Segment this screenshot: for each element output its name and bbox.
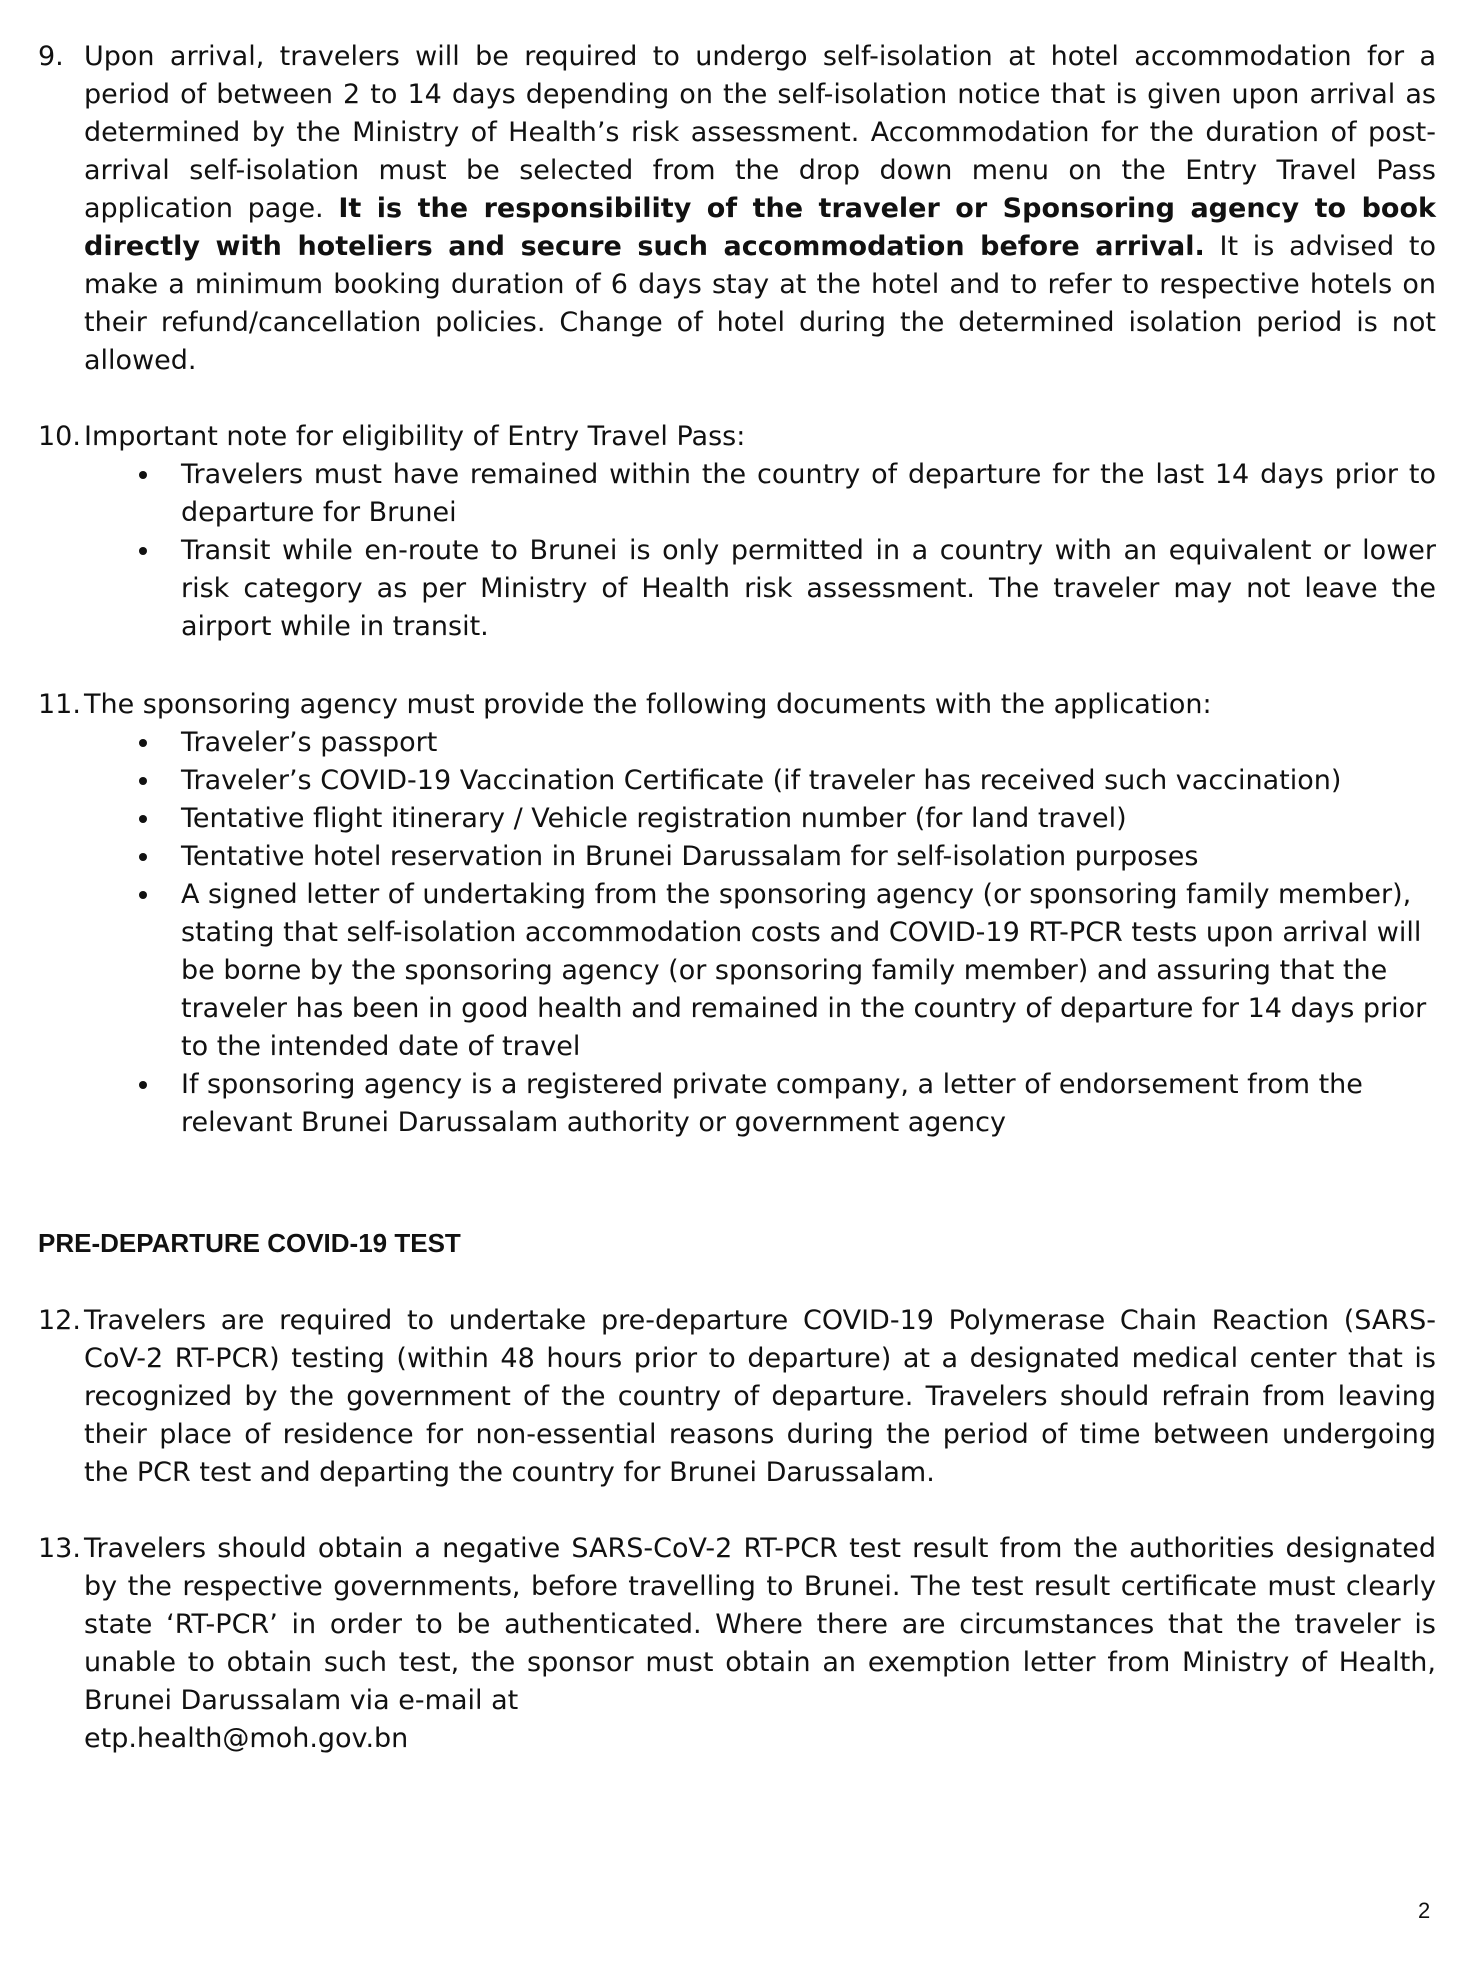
item-paragraph xyxy=(84,38,1436,380)
item-number: 10. xyxy=(38,421,81,452)
paragraph-text: It is advised to make a minimum booking duration of 6 days stay at the hotel and to refer to respective hotels on their refund/cancellation policies. Change of hotel during the determined isolation period is not allowed. xyxy=(84,231,1436,376)
item-paragraph xyxy=(84,1530,1436,1758)
paragraph-text: Upon arrival, travelers will be required to undergo self-isolation at hotel accommodation for a period of between 2 to 14 days depending on the self-isolation notice that is given upon arrival as determined by the Ministry of Health’s risk assessment. Accommodation for the duration of post-arrival self-isolation must be selected from the drop down menu on the Entry Travel Pass application page. xyxy=(84,41,1436,224)
bullet-text: Tentative hotel reservation in Brunei Darussalam for self-isolation purposes xyxy=(181,841,1199,872)
bullet-list xyxy=(38,724,1436,1142)
list-item-9 xyxy=(38,38,1436,380)
bullet-item xyxy=(38,838,1436,876)
bullet-icon xyxy=(139,815,147,823)
list-item-13 xyxy=(38,1530,1436,1758)
bullet-text: Tentative flight itinerary / Vehicle registration number (for land travel) xyxy=(181,803,1127,834)
bullet-item xyxy=(38,800,1436,838)
item-number: 12. xyxy=(38,1305,81,1336)
item-number: 9. xyxy=(38,41,64,72)
section-heading: PRE-DEPARTURE COVID-19 TEST xyxy=(38,1228,461,1258)
bullet-text: Travelers must have remained within the country of departure for the last 14 days prior to departure for Brunei xyxy=(181,459,1436,528)
paragraph-text: Travelers should obtain a negative SARS-CoV-2 RT-PCR test result from the authorities designated by the respective governments, before travelling to Brunei. The test result certificate must clearly state ‘RT-PCR’ in order to be authenticated. Where there are circumstances that the traveler is unable to obtain such test, the sponsor must obtain an exemption letter from Ministry of Health, Brunei Darussalam via e-mail at xyxy=(84,1533,1436,1716)
bullet-icon xyxy=(139,739,147,747)
email-address: etp.health@moh.gov.bn xyxy=(84,1723,409,1754)
bullet-text: A signed letter of undertaking from the sponsoring agency (or sponsoring family member), stating that self-isolation accommodation costs and COVID-19 RT-PCR tests upon arrival will be borne by the sponsoring agency (or sponsoring family member) and assuring that the traveler has been in good health and remained in the country of departure for 14 days prior to the intended date of travel xyxy=(181,879,1427,1062)
bullet-text: If sponsoring agency is a registered private company, a letter of endorsement from the relevant Brunei Darussalam authority or government agency xyxy=(181,1069,1363,1138)
bullet-item xyxy=(38,532,1436,646)
list-item-12 xyxy=(38,1302,1436,1492)
bullet-list xyxy=(38,456,1436,646)
bullet-item xyxy=(38,876,1436,1066)
page-number: 2 xyxy=(1418,1898,1431,1923)
item-paragraph: Travelers are required to undertake pre-departure COVID-19 Polymerase Chain Reaction (SARS-CoV-2 RT-PCR) testing (within 48 hours prior to departure) at a designated medical center that is recognized by the government of the country of departure. Travelers should refrain from leaving their place of residence for non-essential reasons during the period of time between undergoing the PCR test and departing the country for Brunei Darussalam. xyxy=(84,1305,1436,1488)
item-lead-text: Important note for eligibility of Entry Travel Pass: xyxy=(84,421,746,452)
item-lead-text: The sponsoring agency must provide the following documents with the application: xyxy=(84,689,1212,720)
bullet-icon xyxy=(139,853,147,861)
bullet-icon xyxy=(139,777,147,785)
bullet-item xyxy=(38,456,1436,532)
bullet-icon xyxy=(139,891,147,899)
item-number: 11. xyxy=(38,689,81,720)
bullet-item xyxy=(38,1066,1436,1142)
bullet-icon xyxy=(139,547,147,555)
list-item-11 xyxy=(38,686,1436,1142)
bullet-icon xyxy=(139,1081,147,1089)
bullet-item xyxy=(38,762,1436,800)
bullet-icon xyxy=(139,471,147,479)
bullet-text: Traveler’s COVID-19 Vaccination Certificate (if traveler has received such vaccination) xyxy=(181,765,1342,796)
bullet-text: Transit while en-route to Brunei is only permitted in a country with an equivalent or lower risk category as per Ministry of Health risk assessment. The traveler may not leave the airport while in transit. xyxy=(181,535,1436,642)
item-number: 13. xyxy=(38,1533,81,1564)
bullet-text: Traveler’s passport xyxy=(181,727,438,758)
bullet-item xyxy=(38,724,1436,762)
list-item-10 xyxy=(38,418,1436,646)
paragraph-bold-text: It is the responsibility of the traveler or Sponsoring agency to book directly with hoteliers and secure such accommodation before arrival. xyxy=(84,193,1436,262)
